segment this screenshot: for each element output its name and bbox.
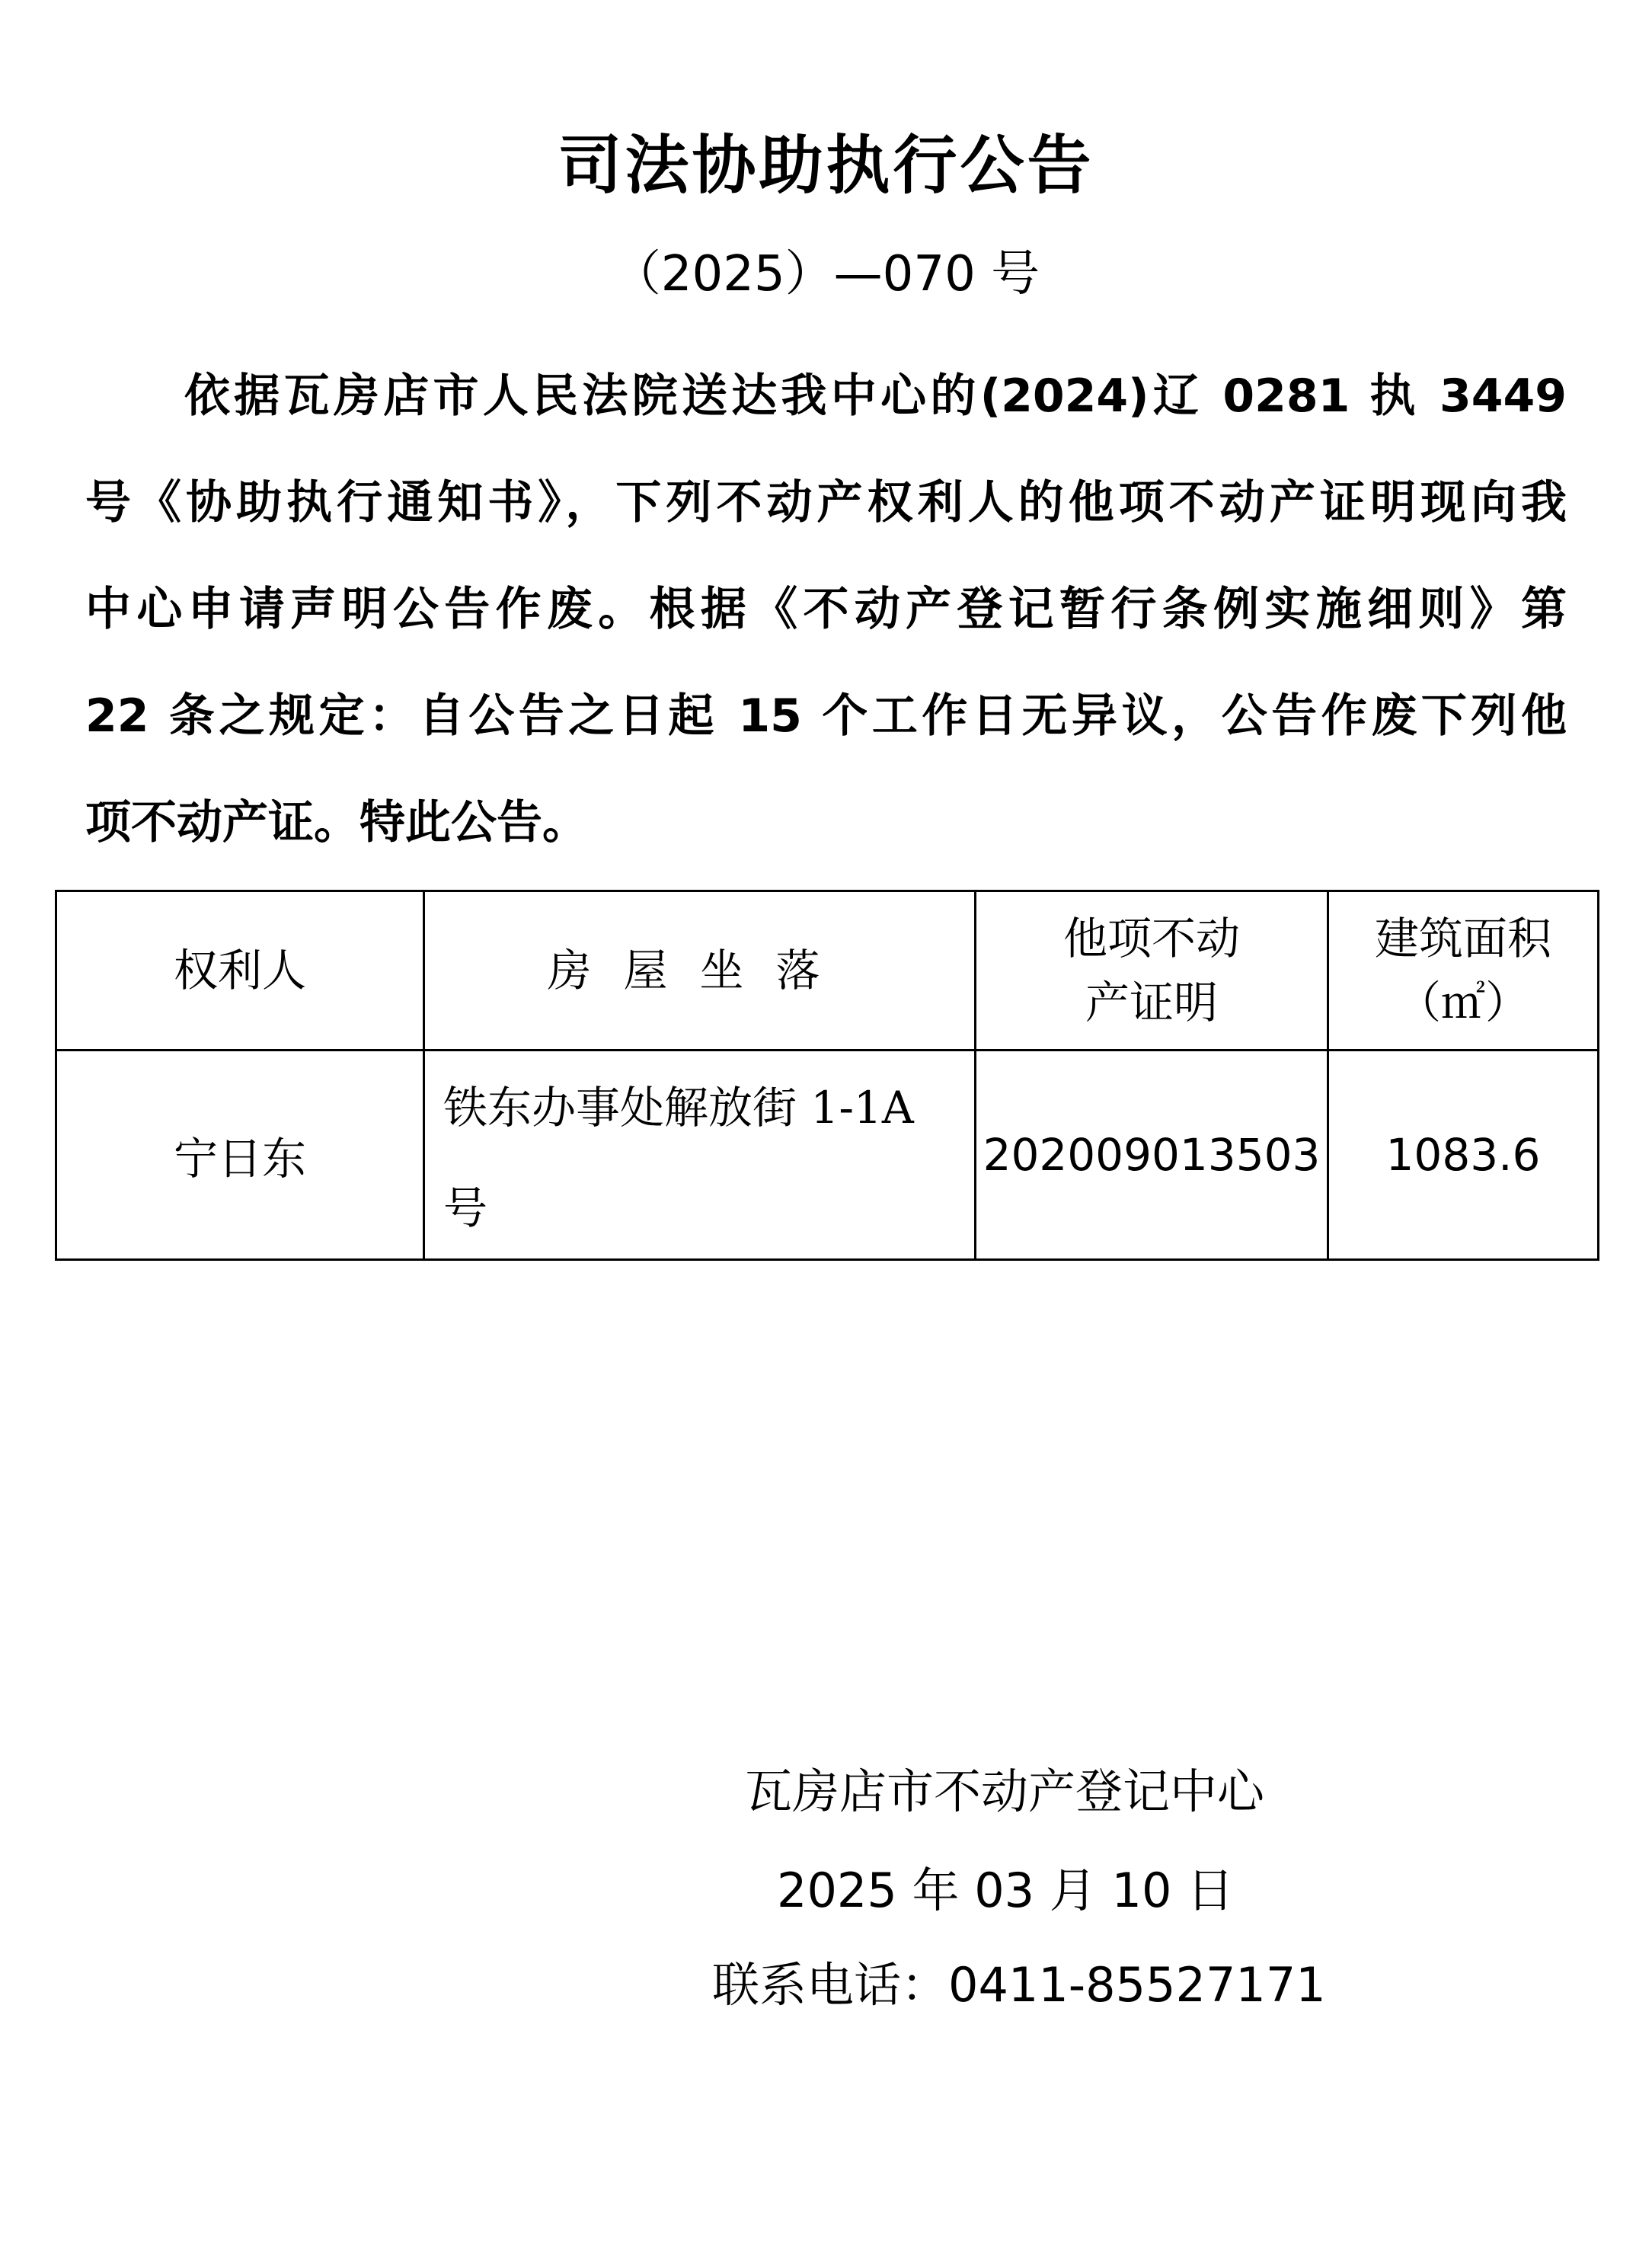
table-row — [56, 1051, 1599, 1260]
cell-area: 1083.6 — [1328, 1051, 1599, 1260]
header-certificate-line2: 产证明 — [1085, 977, 1218, 1028]
header-certificate — [976, 891, 1328, 1051]
notice-title: 司法协助执行公告 — [558, 128, 1094, 203]
body-line: 项不动产证。特此公告。 — [85, 796, 588, 849]
contact-phone: 联系电话：0411-85527171 — [712, 1957, 1326, 2013]
header-area — [1328, 891, 1599, 1051]
header-certificate-line1: 他项不动 — [1062, 913, 1240, 964]
header-owner: 权利人 — [56, 891, 424, 1051]
issuer-name: 瓦房店市不动产登记中心 — [745, 1764, 1265, 1819]
table-header-row — [56, 891, 1599, 1051]
body-line: 22 条之规定：自公告之日起 15 个工作日无异议，公告作废下列他 — [85, 689, 1567, 743]
body-line: 依据瓦房店市人民法院送达我中心的(2024)辽 0281 执 3449 — [184, 369, 1567, 423]
header-area-unit: （㎡） — [1396, 977, 1529, 1028]
issue-date: 2025 年 03 月 10 日 — [777, 1863, 1235, 1918]
document-number: （2025）—070 号 — [612, 246, 1040, 302]
cell-owner: 宁日东 — [56, 1051, 424, 1260]
body-line: 号《协助执行通知书》，下列不动产权利人的他项不动产证明现向我 — [85, 476, 1567, 529]
header-area-line1: 建筑面积 — [1374, 913, 1551, 964]
cell-certificate: 202009013503 — [976, 1051, 1328, 1260]
notice-body — [85, 343, 1567, 876]
cell-location: 铁东办事处解放街 1-1A 号 — [424, 1051, 976, 1260]
body-line: 中心申请声明公告作废。根据《不动产登记暂行条例实施细则》第 — [85, 583, 1567, 636]
header-location: 房屋坐落 — [424, 891, 976, 1051]
certificate-table — [55, 890, 1599, 1261]
